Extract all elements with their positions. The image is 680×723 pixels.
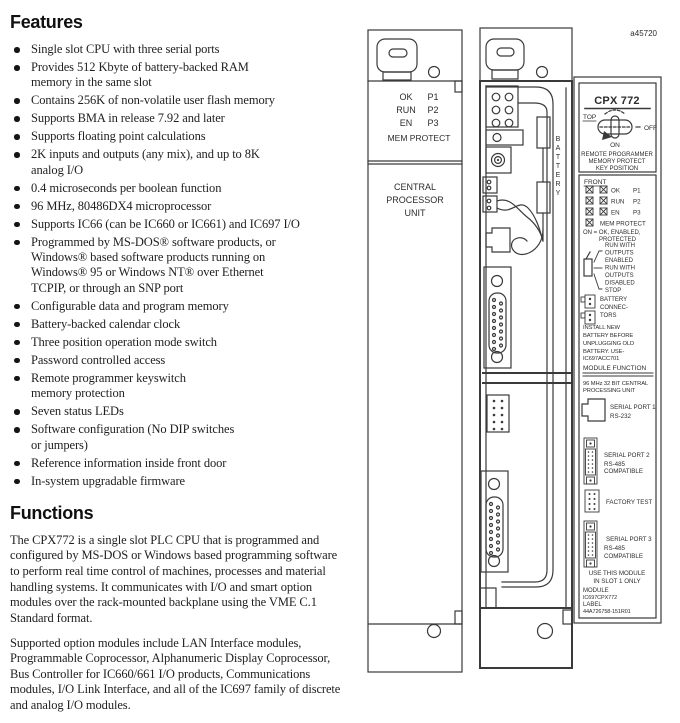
left-module-diagram (368, 30, 462, 672)
header-pin (493, 414, 496, 417)
left-module-handle-slot (389, 49, 407, 57)
features-list (10, 42, 340, 489)
serial-port-2-label: RS-485 (604, 461, 625, 468)
terminal-hole (492, 106, 500, 114)
dsub-connector-2 (481, 471, 508, 572)
dsub-pin (500, 330, 503, 333)
mode-switch-label: DISABLED (605, 280, 635, 287)
feature-line: Seven status LEDs (31, 404, 124, 419)
feature-line: Single slot CPU with three serial ports (31, 42, 220, 56)
slot-note-line: IN SLOT 1 ONLY (593, 578, 641, 585)
right-module-handle-slot (497, 48, 514, 56)
led-symbol (586, 197, 593, 204)
feature-item (10, 111, 340, 126)
feature-item (10, 456, 340, 471)
battery-connectors-label: TORS (600, 313, 617, 319)
right-module-handle-base (492, 70, 518, 79)
feature-item (10, 317, 340, 332)
terminal-block-body (486, 87, 518, 127)
unit-name-line: PROCESSOR (386, 195, 444, 205)
feature-item (10, 299, 340, 314)
battery-cell (537, 182, 550, 213)
dsub-pin (490, 510, 493, 513)
dsub-pin (493, 299, 496, 302)
terminal-hole (505, 93, 513, 101)
front-led-name: OK (611, 187, 620, 195)
feature-line: Supports floating point calculations (31, 129, 206, 144)
battery-vertical-letter: T (555, 154, 561, 161)
dsub-pin (497, 527, 500, 530)
feature-item (10, 474, 340, 489)
led-symbol (600, 208, 607, 215)
led-symbol (600, 197, 607, 204)
single-terminal-bar (486, 130, 523, 145)
on-note-line: ON = OK, ENABLED, (583, 230, 641, 236)
led-label-ok: OK (399, 92, 413, 102)
connector-pin (487, 199, 491, 203)
battery-vertical-letter: T (555, 163, 561, 170)
led-label-en: EN (399, 118, 413, 128)
feature-line: Software configuration (No DIP switches (31, 422, 235, 437)
dsub-pin (497, 513, 500, 516)
battery-cell (537, 117, 550, 148)
front-led-port: P3 (633, 209, 641, 217)
keyswitch-icon (598, 110, 640, 140)
keyswitch-arc (605, 110, 625, 114)
battery-connectors-label: CONNEC- (600, 305, 628, 311)
feature-line: Provides 512 Kbyte of battery-backed RAM (31, 60, 249, 75)
feature-line: Remote programmer keyswitch (31, 370, 186, 385)
factory-test-icon (585, 490, 599, 512)
mem-protect-label: MEM PROTECT (387, 133, 451, 143)
feature-line: Contains 256K of non-volatile user flash memory (31, 93, 275, 108)
feature-line: Three position operation mode switch (31, 334, 217, 349)
left-module-outline (368, 30, 462, 672)
dsub-pin (490, 531, 493, 534)
feature-line: 0.4 microseconds per boolean function (31, 180, 222, 195)
terminal-hole (492, 119, 500, 127)
mode-switch-icon (584, 251, 602, 289)
led-symbol (586, 208, 593, 215)
serial-port-3-label: RS-485 (604, 545, 625, 552)
mode-switch-bracket-top (594, 251, 602, 262)
slot-note-line: USE THIS MODULE (588, 570, 646, 577)
feature-line: or jumpers) (31, 437, 88, 452)
dsub-pin (493, 320, 496, 323)
left-text-column (10, 8, 358, 723)
battery-note-line: INSTALL NEW (583, 325, 620, 331)
header-pin (493, 428, 496, 431)
serial-port-3-label: SERIAL PORT 3 (606, 536, 652, 543)
battery-connector (483, 177, 497, 193)
feature-item (10, 217, 340, 232)
label-title: CPX 772 (594, 95, 640, 107)
module-id-line: LABEL (583, 602, 602, 608)
battery-note-line: BATTERY BEFORE (583, 333, 634, 339)
dsub-pin (490, 503, 493, 506)
feature-item (10, 181, 340, 196)
dsub-pin (493, 327, 496, 330)
battery-connector-icon (581, 295, 595, 308)
dsub-connector-1 (484, 267, 511, 368)
module-id-line: 44A726758-151R01 (583, 609, 631, 615)
battery-note-line: UNPLUGGING OLD (583, 341, 635, 347)
front-led-port: P1 (633, 187, 641, 195)
dsub-pin (493, 306, 496, 309)
port-label-p1: P1 (427, 92, 439, 102)
connector-pin (487, 206, 491, 210)
battery-connectors-label: BATTERY (600, 297, 628, 303)
dsub-pin (500, 323, 503, 326)
keyswitch-caption-line: REMOTE PROGRAMMER (581, 152, 653, 158)
mode-switch-body (584, 259, 592, 276)
dsub-pin (490, 545, 493, 548)
module-id-line: IC697CPX772 (583, 595, 618, 601)
left-module-bottom-notch (455, 611, 462, 624)
dsub-pin (500, 344, 503, 347)
header-pin (493, 407, 496, 410)
rj-port-icon (582, 399, 605, 421)
doc-ref: a45720 (630, 29, 657, 38)
board-bottom-step (480, 588, 496, 608)
dsub-pin (500, 316, 503, 319)
module-function-line: 96 MHz 32 BIT CENTRAL (583, 381, 649, 387)
feature-line: Battery-backed calendar clock (31, 316, 181, 331)
connector-pin (487, 186, 491, 190)
unit-name-line: CENTRAL (393, 182, 437, 192)
header-pin (501, 400, 504, 403)
feature-item (10, 353, 340, 368)
module-diagrams (355, 0, 680, 687)
functions-paragraph: The CPX772 is a single slot PLC CPU that is programmed and configured by MS-DOS or Windows based programming software to perform real time control of machines, processes and material handling systems. It communicates with I/O and smart option modules over the rack-mounted backplane using the VME C.1 Standard format. (10, 532, 338, 625)
dsub-pin (497, 534, 500, 537)
dsub-pin (497, 520, 500, 523)
dsub-pin (500, 337, 503, 340)
left-module-handle (377, 39, 417, 72)
dsub-pin (500, 302, 503, 305)
led-symbol (586, 219, 593, 226)
off-label: OFF (644, 125, 657, 132)
terminal-hole (493, 134, 501, 142)
left-module-top-notch (455, 81, 462, 92)
right-module-cap (480, 28, 572, 81)
top-label: TOP (583, 114, 597, 121)
dsub-pin (490, 552, 493, 555)
terminal-hole (492, 93, 500, 101)
header-pin (501, 428, 504, 431)
wire-channel-inner (502, 103, 547, 582)
dsub-pin (493, 341, 496, 344)
features-heading: Features (10, 12, 83, 32)
header-pin (501, 421, 504, 424)
dsub-thumbscrew (492, 276, 503, 287)
front-led-name: RUN (611, 198, 625, 206)
terminal-hole (505, 106, 513, 114)
feature-line: Supports BMA in release 7.92 and later (31, 111, 225, 126)
feature-line: Supports IC66 (can be IC660 or IC661) and IC697 I/O (31, 216, 300, 231)
serial-port-2-label: SERIAL PORT 2 (604, 452, 650, 459)
board-battery-connectors (483, 177, 497, 212)
right-module-bottom-screw (538, 624, 553, 639)
right-module-bottom-notch (563, 610, 572, 624)
module-id-line: MODULE (583, 588, 609, 594)
functions-paragraph: Supported option modules include LAN Interface modules, Programmable Coprocessor, Alphanumeric Display Coprocessor, Bus Controller for IC660/661 I/O products, Communications modules, I/O Link Interface, and all of the IC697 family of discrete and analog I/O modules. (10, 635, 341, 713)
keyswitch-caption-line: MEMORY PROTECT (588, 159, 646, 165)
dsub-shell (489, 293, 506, 353)
battery-note-line: BATTERY. USE- (583, 349, 625, 355)
feature-item (10, 422, 340, 453)
rj-jack-icon (486, 228, 510, 252)
feature-line: 96 MHz, 80486DX4 microprocessor (31, 198, 212, 213)
dsub-thumbscrew (489, 479, 500, 490)
connector-pin (487, 180, 491, 184)
wire-channel-outer (502, 87, 553, 587)
mode-switch-bracket-bottom (594, 274, 602, 289)
right-module-diagram (480, 28, 572, 668)
feature-line: memory protection (31, 386, 125, 401)
dsub-pin (490, 517, 493, 520)
dsub-pin (497, 506, 500, 509)
on-note-line: PROTECTED (599, 237, 637, 243)
battery-vertical-letter: A (555, 145, 561, 152)
battery-vertical-letter: R (555, 181, 561, 188)
dsub-pin (500, 309, 503, 312)
mode-switch-label: ENABLED (605, 258, 634, 264)
led-symbol (586, 186, 593, 193)
feature-item (10, 199, 340, 214)
battery-connector-icon (581, 311, 595, 324)
board-keyswitch (486, 147, 511, 173)
battery-wire-loop (512, 230, 543, 254)
led-label-run: RUN (396, 105, 416, 115)
serial-port-3-label: COMPATIBLE (604, 553, 643, 560)
battery-vertical-letter: B (555, 136, 561, 143)
mode-switch-label: STOP (605, 288, 622, 294)
on-label: ON (610, 142, 620, 149)
front-led-name: EN (611, 209, 620, 217)
dsub-shell (486, 497, 503, 557)
front-mem-protect: MEM PROTECT (600, 220, 646, 228)
feature-item (10, 129, 340, 144)
feature-item (10, 147, 340, 178)
right-module-handle (486, 39, 524, 70)
front-led-port: P2 (633, 198, 641, 206)
mode-switch-label: OUTPUTS (605, 273, 634, 279)
dsub-pin (497, 548, 500, 551)
mode-switch-lever (586, 252, 590, 259)
dsub-pin (490, 524, 493, 527)
header-pin (493, 421, 496, 424)
header-pin (493, 400, 496, 403)
feature-item (10, 235, 340, 296)
feature-line: Windows® based software products running on (31, 250, 266, 265)
feature-line: memory in the same slot (31, 75, 152, 90)
feature-line: Windows® 95 or Windows NT® over Ethernet (31, 265, 264, 280)
header-pin (501, 414, 504, 417)
terminal-hole (505, 119, 513, 127)
feature-item (10, 371, 340, 402)
mode-switch-label: OUTPUTS (605, 250, 634, 257)
factory-test-header (487, 395, 509, 432)
battery-vertical-letter: Y (555, 190, 561, 197)
feature-item (10, 404, 340, 419)
functions-heading: Functions (10, 502, 94, 523)
door-label-panel (574, 77, 661, 623)
mode-switch-label: RUN WITH (605, 243, 635, 249)
dsub-pin (493, 348, 496, 351)
right-module-screw (537, 67, 548, 78)
feature-line: TCPIP, or through an SNP port (31, 280, 184, 295)
feature-line: analog I/O (31, 162, 84, 177)
feature-line: Programmed by MS-DOS® software products, or (31, 234, 276, 249)
dsub-port-icon (584, 438, 597, 484)
module-function-line: PROCESSING UNIT (583, 388, 636, 394)
battery-vertical-letter: E (555, 172, 561, 179)
feature-line: Configurable data and program memory (31, 298, 229, 313)
header-pin (501, 407, 504, 410)
left-module-handle-base (383, 72, 411, 80)
unit-name-line: UNIT (404, 208, 426, 218)
mode-switch-label: RUN WITH (605, 265, 635, 272)
factory-test-label: FACTORY TEST (606, 499, 653, 506)
terminal-block (486, 87, 518, 127)
feature-item (10, 335, 340, 350)
feature-item (10, 60, 340, 91)
feature-item (10, 42, 340, 57)
front-heading: FRONT (584, 179, 607, 186)
dsub-pin (493, 313, 496, 316)
serial-port-1-label: SERIAL PORT 1 (610, 404, 656, 411)
left-module-bottom-screw (428, 625, 441, 638)
dsub-port-icon (584, 521, 597, 567)
port-label-p3: P3 (427, 118, 439, 128)
dsub-pin (490, 538, 493, 541)
dsub-pin (493, 334, 496, 337)
serial-port-2-label: COMPATIBLE (604, 468, 643, 475)
feature-line: Password controlled access (31, 352, 166, 367)
serial-port-1-label: RS-232 (610, 413, 631, 420)
dsub-pin (497, 541, 500, 544)
feature-item (10, 93, 340, 108)
feature-line: 2K inputs and outputs (any mix), and up to 8K (31, 147, 260, 162)
feature-line: In-system upgradable firmware (31, 473, 185, 488)
keyswitch-center (497, 159, 499, 161)
battery-note-line: IC697ACC701 (583, 356, 620, 362)
port-label-p2: P2 (427, 105, 439, 115)
keyswitch-caption-line: KEY POSITION (595, 166, 639, 172)
header-body (487, 395, 509, 432)
module-function-heading: MODULE FUNCTION (583, 365, 647, 372)
left-module-screw (429, 67, 440, 78)
led-symbol (600, 186, 607, 193)
feature-line: Reference information inside front door (31, 455, 227, 470)
